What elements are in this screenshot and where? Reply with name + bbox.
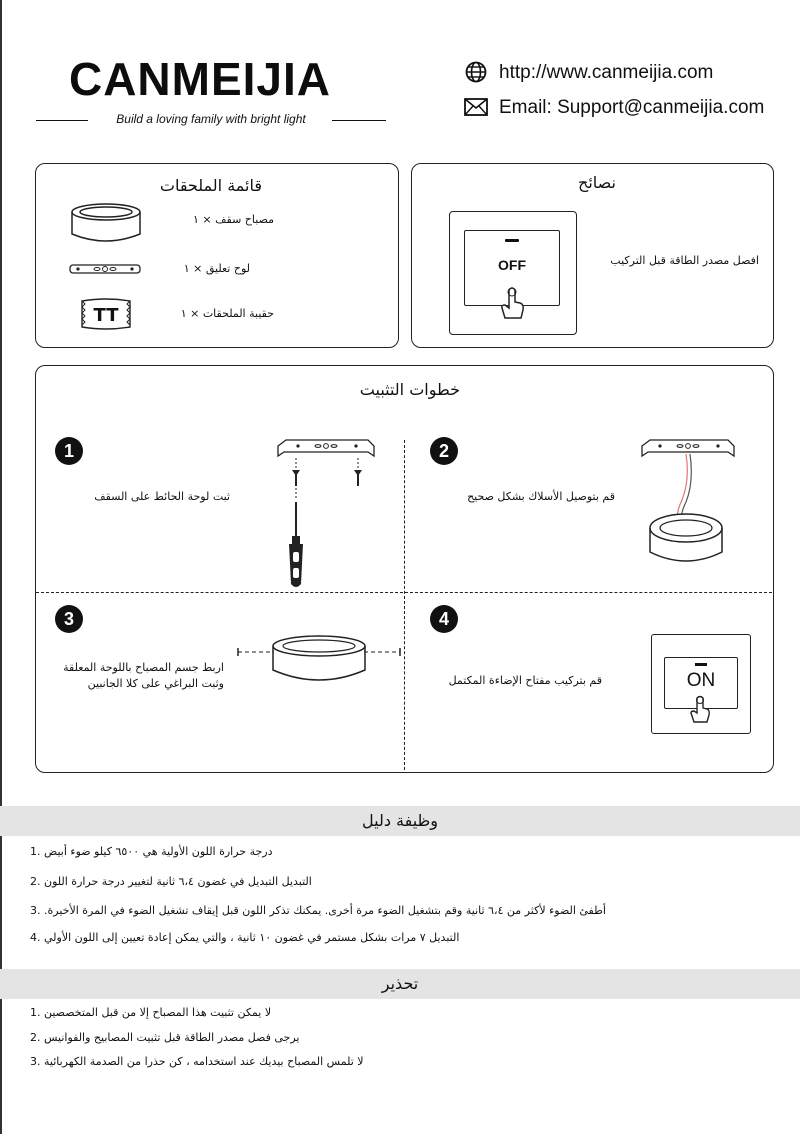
function-header — [0, 806, 800, 836]
warning-line-2: يرجى فصل مصدر الطاقة قبل تثبيت المصابيح والفوانيس .2 — [30, 1031, 300, 1044]
warning-line-1: لا يمكن تثبيت هذا المصباح إلا من قبل المتخصصين .1 — [30, 1006, 272, 1019]
step-3-number: 3 — [55, 605, 83, 633]
svg-text:TT: TT — [93, 305, 119, 326]
function-line-4: التبديل ٧ مرات بشكل مستمر في غضون ١٠ ثانية ، والتي يمكن إعادة تعيين إلى اللون الأولي .4 — [30, 931, 460, 944]
email-link[interactable]: Email: Support@canmeijia.com — [499, 97, 765, 118]
step-2-number: 2 — [430, 437, 458, 465]
function-line-2: التبديل التبديل في غضون ٦،٤ ثانية لتغيير درجة حرارة اللون .2 — [30, 875, 312, 888]
step-2-illustration — [640, 440, 740, 572]
function-line-1: درجة حرارة اللون الأولية هي ٦٥٠٠ كيلو ضوء أبيض .1 — [30, 845, 273, 858]
step-1-number: 1 — [55, 437, 83, 465]
warning-header — [0, 969, 800, 999]
installation-title: خطوات التثبيت — [359, 380, 460, 399]
accessory-item-bag: حقيبة الملحقات × ١ — [180, 307, 274, 320]
divider-horizontal — [36, 592, 772, 593]
mounting-plate-icon — [66, 261, 144, 275]
step-2-text: قم بتوصيل الأسلاك بشكل صحيح — [467, 490, 615, 503]
on-label: ON — [686, 670, 716, 691]
tagline: Build a loving family with bright light — [116, 112, 306, 126]
page-border — [0, 0, 2, 1134]
function-title: وظيفة دليل — [362, 811, 438, 830]
hand-pointer-icon — [498, 286, 526, 322]
accessory-item-plate: لوح تعليق × ١ — [183, 262, 250, 275]
tips-title: نصائح — [578, 173, 616, 192]
globe-icon — [465, 61, 487, 83]
warning-title: تحذير — [381, 974, 419, 993]
function-line-3: أطفئ الضوء لأكثر من ٦،٤ ثانية وقم بتشغيل الضوء مرة أخرى. يمكنك تذكر اللون قبل إيقاف تشغيل الضوء في المرة الأخيرة. .3 — [30, 904, 606, 917]
warning-line-3: لا تلمس المصباح بيديك عند استخدامه ، كن حذرا من الصدمة الكهربائية .3 — [30, 1055, 364, 1068]
step-1-illustration — [276, 440, 376, 590]
step-4-number: 4 — [430, 605, 458, 633]
step-3-illustration — [236, 632, 402, 692]
off-label: OFF — [498, 257, 526, 273]
accessory-bag-icon — [80, 297, 132, 331]
divider-vertical — [404, 440, 405, 770]
switch-plate-on — [651, 634, 751, 734]
ceiling-lamp-icon — [70, 202, 142, 246]
website-link[interactable]: http://www.canmeijia.com — [499, 62, 714, 83]
tagline-row — [36, 110, 386, 130]
hand-pointer-icon-2 — [688, 695, 712, 725]
accessories-title: قائمة الملحقات — [159, 176, 262, 195]
step-1-text: ثبت لوحة الحائط على السقف — [94, 490, 230, 503]
brand-logo: CANMEIJIA — [68, 53, 332, 105]
step-4-text: قم بتركيب مفتاح الإضاءة المكتمل — [448, 674, 602, 687]
mail-icon — [464, 98, 488, 116]
step-3-text: اربط جسم المصباح باللوحة المعلقة وثبت البراغي على كلا الجانبين — [63, 661, 224, 690]
switch-plate-off — [449, 211, 577, 335]
tips-text: افصل مصدر الطاقة قبل التركيب — [610, 254, 759, 267]
accessory-item-lamp: مصباح سقف × ١ — [193, 213, 274, 226]
